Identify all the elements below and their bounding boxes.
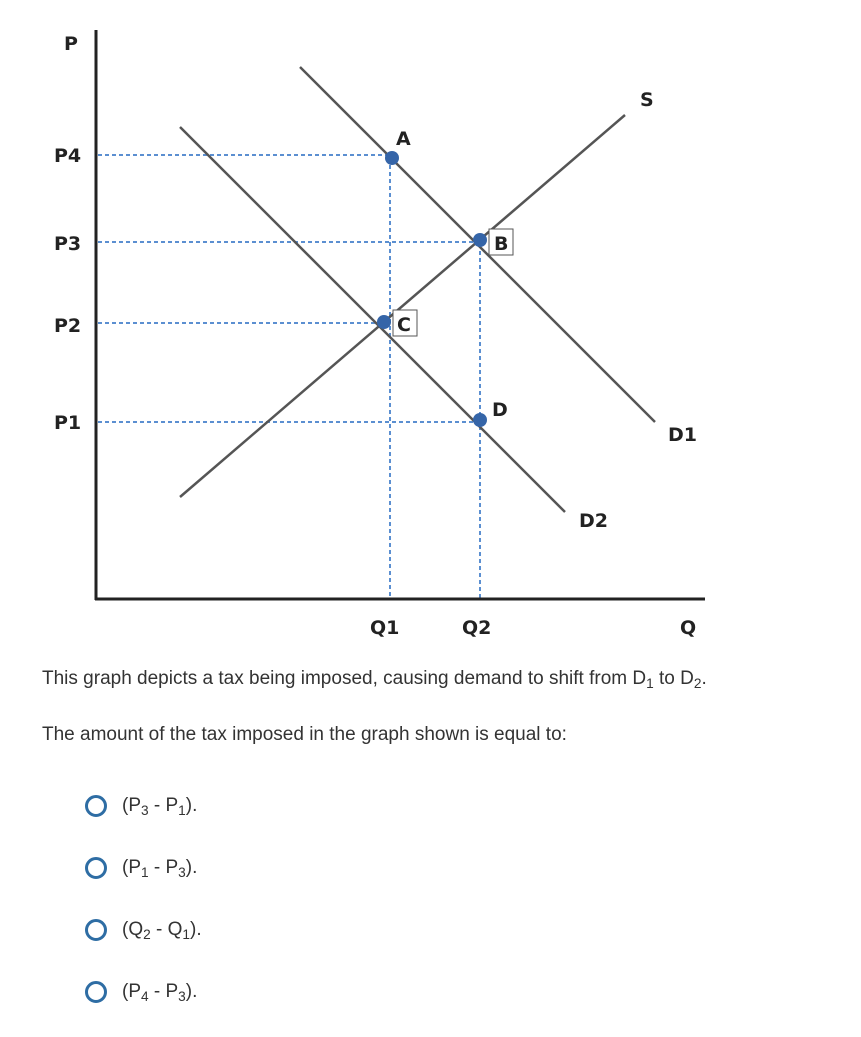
radio-button-icon[interactable] — [85, 981, 107, 1003]
option-subscript-a: 3 — [141, 802, 149, 818]
answer-option-2[interactable] — [85, 851, 202, 884]
option-text-close: ). — [185, 794, 198, 816]
answer-option-1[interactable] — [85, 789, 202, 822]
option-subscript-a: 1 — [141, 864, 149, 880]
option-text-close: ). — [185, 980, 198, 1002]
option-text-mid: - P — [148, 856, 179, 878]
question-text-suffix: . — [701, 668, 707, 689]
price-label-p1: P1 — [54, 412, 82, 434]
option-text-open: (P — [122, 980, 141, 1002]
option-subscript-a: 2 — [143, 926, 151, 942]
answer-option-label — [122, 795, 197, 817]
y-axis-label: P — [64, 33, 78, 55]
option-text-open: (P — [122, 856, 141, 878]
option-subscript-b: 1 — [182, 926, 190, 942]
curves — [180, 67, 655, 512]
points — [377, 151, 487, 427]
option-text-open: (Q — [122, 918, 144, 940]
radio-button-icon[interactable] — [85, 857, 107, 879]
answer-options — [85, 789, 202, 1037]
point-a-label: A — [396, 128, 411, 150]
guide-lines — [98, 155, 480, 598]
question-subscript-2: 2 — [693, 676, 702, 692]
answer-option-label — [122, 919, 202, 941]
answer-option-label — [122, 857, 197, 879]
quantity-label-q1: Q1 — [370, 617, 400, 639]
question-prompt: The amount of the tax imposed in the graph shown is equal to: — [42, 724, 567, 745]
point-c-label: C — [397, 314, 411, 336]
radio-button-icon[interactable] — [85, 919, 107, 941]
option-subscript-b: 1 — [178, 802, 186, 818]
question-text-middle: to D — [653, 668, 694, 689]
question-text-prefix: This graph depicts a tax being imposed, causing demand to shift from D — [42, 668, 647, 689]
demand-d2-label: D2 — [579, 510, 608, 532]
option-text-close: ). — [185, 856, 198, 878]
point-b — [473, 233, 487, 247]
option-text-mid: - P — [148, 980, 179, 1002]
demand-curve-d2 — [180, 127, 565, 512]
price-label-p3: P3 — [54, 233, 82, 255]
option-subscript-b: 3 — [178, 864, 186, 880]
supply-label: S — [640, 89, 654, 111]
answer-option-3[interactable] — [85, 913, 202, 946]
option-text-mid: - Q — [150, 918, 183, 940]
point-c — [377, 315, 391, 329]
option-text-open: (P — [122, 794, 141, 816]
quantity-label-q2: Q2 — [462, 617, 492, 639]
point-a — [385, 151, 399, 165]
radio-button-icon[interactable] — [85, 795, 107, 817]
demand-d1-label: D1 — [668, 424, 697, 446]
option-subscript-a: 4 — [141, 988, 149, 1004]
question-description — [42, 668, 707, 690]
point-b-label: B — [494, 233, 509, 255]
price-label-p2: P2 — [54, 315, 82, 337]
question-subscript-1: 1 — [646, 676, 654, 692]
option-text-close: ). — [190, 918, 202, 940]
option-text-mid: - P — [148, 794, 179, 816]
option-subscript-b: 3 — [178, 988, 186, 1004]
point-d-label: D — [492, 399, 508, 421]
x-axis-label: Q — [680, 617, 697, 639]
answer-option-4[interactable] — [85, 975, 202, 1008]
answer-option-label — [122, 981, 197, 1003]
price-label-p4: P4 — [54, 145, 82, 167]
supply-curve — [180, 115, 625, 497]
point-d — [473, 413, 487, 427]
